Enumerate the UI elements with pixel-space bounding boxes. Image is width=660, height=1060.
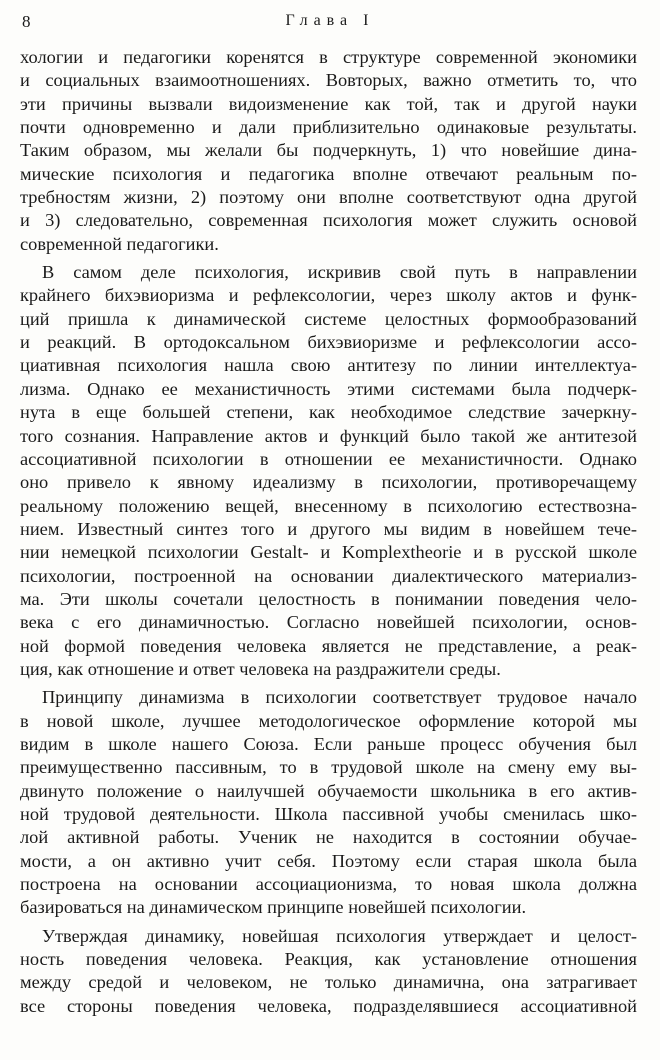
text-line: эти причины вызвали видоизменение как той, так и другой науки	[20, 93, 637, 114]
paragraph	[20, 925, 637, 1018]
text-line: ма. Эти школы сочетали целостность в понимании поведения чело-	[20, 588, 637, 609]
text-line: двинуто положение о наилучшей обучаемости школьника в его актив-	[20, 780, 637, 801]
text-line: лизма. Однако ее механистичность этими системами была подчерк-	[20, 378, 637, 399]
text-line: и 3) следовательно, современная психология может служить основой	[20, 210, 637, 231]
text-line: оно привело к явному идеализму в психологии, противоречащему	[20, 472, 637, 493]
text-line: нием. Известный синтез того и другого мы видим в новейшем тече-	[20, 518, 637, 539]
paragraph	[20, 261, 637, 681]
text-line: психологии, построенной на основании диалектического материализ-	[20, 565, 637, 586]
text-line: ной формой поведения человека является не представление, а реак-	[20, 635, 637, 656]
body-text	[20, 46, 637, 1018]
text-line: века с его динамичностью. Согласно новейшей психологии, основ-	[20, 612, 637, 633]
paragraph	[20, 46, 637, 256]
text-line: Принципу динамизма в психологии соответствует трудовое начало	[42, 687, 637, 708]
text-line: требностям жизни, 2) поэтому они вполне соответствуют одна другой	[20, 187, 637, 208]
text-line: видим в школе нашего Союза. Если раньше процесс обучения был	[20, 733, 637, 754]
text-line: того сознания. Направление актов и функций было такой же антитезой	[20, 425, 637, 446]
text-line: почти одновременно и дали приблизительно одинаковые результаты.	[20, 117, 637, 138]
paragraph	[20, 686, 637, 919]
text-line: циативная психология нашла свою антитезу по линии интеллектуа-	[20, 355, 637, 376]
text-line: между средой и человеком, не только динамична, она затрагивает	[20, 972, 637, 993]
running-title: Глава I	[285, 12, 375, 29]
text-line: нии немецкой психологии Gestalt- и Komplextheorie и в русской школе	[20, 542, 637, 563]
text-line: преимущественно пассивным, то в трудовой школе на смену ему вы-	[20, 757, 637, 778]
text-line: крайнего бихэвиоризма и рефлексологии, через школу актов и функ-	[20, 285, 637, 306]
text-line: лой активной работы. Ученик не находится в состоянии обучае-	[20, 827, 637, 848]
text-line: базироваться на динамическом принципе новейшей психологии.	[20, 897, 527, 918]
text-line: современной педагогики.	[20, 233, 219, 254]
text-line: ассоциативной психологии в отношении ее механистичности. Однако	[20, 448, 637, 469]
text-line: ций пришла к динамической системе целостных формообразований	[20, 308, 637, 329]
page-header	[22, 10, 638, 34]
text-line: ной трудовой деятельности. Школа пассивной учобы сменилась шко-	[20, 804, 637, 824]
text-line: и реакций. В ортодоксальном бихэвиоризме и рефлексологии ассо-	[20, 332, 637, 353]
page-number: 8	[22, 12, 31, 31]
text-line: и социальных взаимоотношениях. Вовторых, важно отметить то, что	[20, 70, 637, 91]
text-line: все стороны поведения человека, подразделявшиеся ассоциативной	[20, 995, 637, 1016]
text-line: нута в еще большей степени, как необходимое следствие зачеркну-	[20, 402, 637, 423]
text-line: В самом деле психология, искривив свой путь в направлении	[42, 262, 637, 283]
text-line: Утверждая динамику, новейшая психология утверждает и целост-	[42, 925, 637, 946]
text-line: мические психология и педагогика вполне отвечают реальным по-	[20, 163, 637, 184]
text-line: ция, как отношение и ответ человека на раздражители среды.	[20, 658, 501, 679]
text-line: реальному положению вещей, внесенному в психологию естествозна-	[20, 495, 637, 516]
text-line: в новой школе, лучшее методологическое оформление которой мы	[20, 710, 637, 731]
text-line: мости, а он активно учит себя. Поэтому если старая школа была	[20, 850, 637, 871]
text-line: построена на основании ассоциационизма, то новая школа должна	[20, 874, 637, 895]
text-line: хологии и педагогики коренятся в структуре современной экономики	[20, 47, 637, 67]
text-line: ность поведения человека. Реакция, как установление отношения	[20, 949, 637, 970]
text-line: Таким образом, мы желали бы подчеркнуть, 1) что новейшие дина-	[20, 140, 637, 161]
